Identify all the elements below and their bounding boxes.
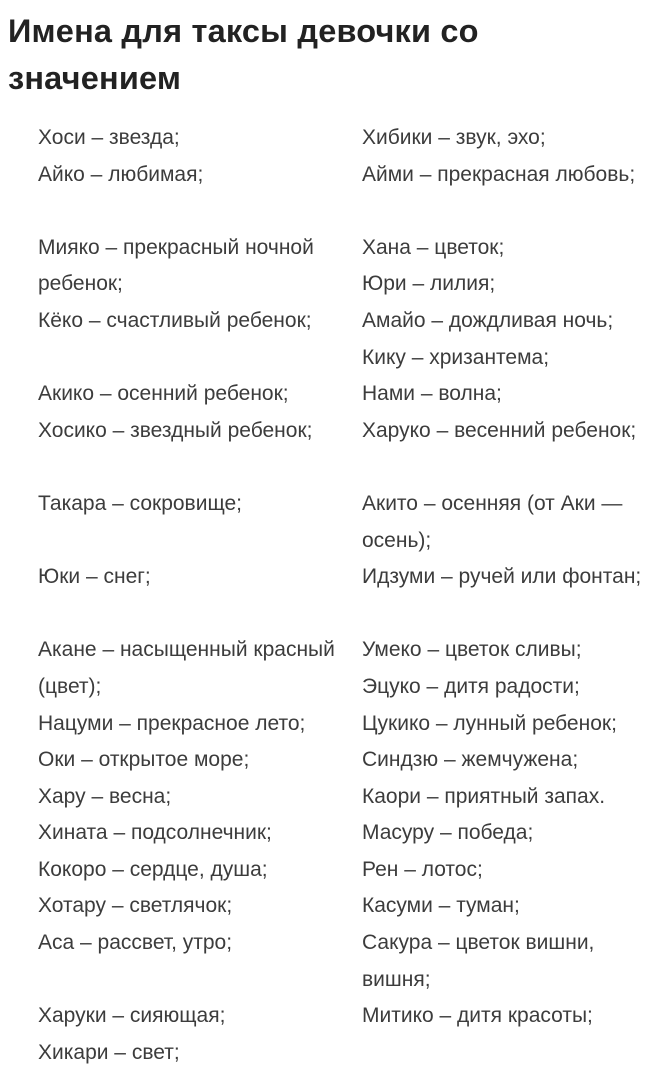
list-item: Хибики – звук, эхо; xyxy=(362,126,546,149)
list-item: Мияко – прекрасный ночной ребенок; xyxy=(38,235,314,296)
list-item: Идзуми – ручей или фонтан; xyxy=(362,565,642,589)
page-title: Имена для таксы девочки со значением xyxy=(8,13,479,96)
list-item: Юри – лилия; xyxy=(362,272,496,296)
list-item: Айко – любимая; xyxy=(38,162,204,186)
list-item: Такара – сокровище; xyxy=(38,491,243,515)
list-item: Хикари – свет; xyxy=(38,1040,180,1064)
list-item: Кику – хризантема; xyxy=(362,345,550,369)
list-item: Кёко – счастливый ребенок; xyxy=(38,308,312,332)
list-item: Хотару – светлячок; xyxy=(38,894,233,918)
list-item: Хината – подсолнечник; xyxy=(38,821,272,845)
list-item: Цукико – лунный ребенок; xyxy=(362,711,617,735)
list-item: Акане – насыщенный красный (цвет); xyxy=(38,638,335,698)
list-item: Умеко – цветок сливы; xyxy=(362,638,582,662)
list-item: Рен – лотос; xyxy=(362,857,483,881)
list-item: Оки – открытое море; xyxy=(38,748,250,772)
list-item: Юки – снег; xyxy=(38,565,151,589)
list-item: Кокоро – сердце, душа; xyxy=(38,857,268,881)
list-item: Харуки – сияющая; xyxy=(38,1004,226,1028)
list-item: Сакура – цветок вишни, вишня; xyxy=(362,931,595,991)
list-item: Хосико – звездный ребенок; xyxy=(38,418,313,442)
list-item: Айми – прекрасная любовь; xyxy=(362,162,636,186)
list-item: Акико – осенний ребенок; xyxy=(38,382,289,406)
list-item: Хана – цветок; xyxy=(362,235,505,259)
list-item: Акито – осенняя (от Аки — осень); xyxy=(362,491,623,552)
list-item: Эцуко – дитя радости; xyxy=(362,674,580,698)
list-item: Аса – рассвет, утро; xyxy=(38,931,233,955)
list-item: Нами – волна; xyxy=(362,382,502,406)
list-item: Хару – весна; xyxy=(38,784,172,808)
list-item: Харуко – весенний ребенок; xyxy=(362,418,637,442)
names-list-left xyxy=(38,120,338,1071)
list-item: Митико – дитя красоты; xyxy=(362,1004,593,1028)
list-item: Хоси – звезда; xyxy=(38,126,180,149)
list-item: Каори – приятный запах. xyxy=(362,784,606,808)
list-item: Касуми – туман; xyxy=(362,894,520,918)
list-item: Масуру – победа; xyxy=(362,821,534,845)
list-item: Нацуми – прекрасное лето; xyxy=(38,711,306,735)
list-item: Синдзю – жемчужена; xyxy=(362,748,579,772)
list-item: Амайо – дождливая ночь; xyxy=(362,308,614,332)
names-list-right xyxy=(362,120,657,1035)
